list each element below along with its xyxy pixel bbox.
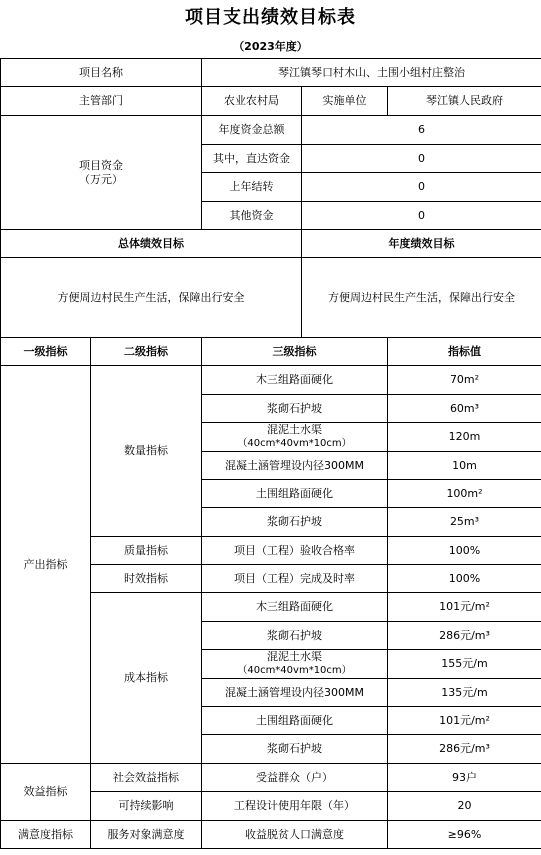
indicator-level3-main: 混泥土水渠: [267, 423, 322, 436]
funds-row-value: 0: [302, 173, 541, 202]
funds-row-value: 0: [302, 145, 541, 173]
indicator-value: 286元/m³: [388, 735, 541, 764]
indicator-value: 100m²: [388, 480, 541, 508]
indicator-level3: 浆砌石护坡: [202, 622, 388, 650]
funds-row-value: 0: [302, 202, 541, 230]
indicator-value: 101元/m²: [388, 593, 541, 622]
overall-goal-header: 总体绩效目标: [1, 230, 302, 258]
header-level3: 三级指标: [202, 338, 388, 366]
funds-label-text: 项目资金: [79, 158, 123, 172]
indicator-value: 93户: [388, 764, 541, 792]
indicator-level3: 收益脱贫人口满意度: [202, 821, 388, 849]
indicator-level3: 土围组路面硬化: [202, 707, 388, 735]
quantity-level2: 数量指标: [91, 366, 202, 537]
project-name-value: 琴江镇琴口村木山、土围小组村庄整治: [202, 59, 541, 87]
output-level1: 产出指标: [1, 366, 91, 764]
funds-row-label: 年度资金总额: [202, 116, 302, 145]
indicator-value: 286元/m³: [388, 622, 541, 650]
indicator-level3: 混凝土涵管埋设内径300MM: [202, 679, 388, 707]
benefit-level1: 效益指标: [1, 764, 91, 821]
indicator-level3: 木三组路面硬化: [202, 593, 388, 622]
indicator-level3: 工程设计使用年限（年）: [202, 792, 388, 821]
dept-value: 农业农村局: [202, 87, 302, 116]
benefit-level2: 可持续影响: [91, 792, 202, 821]
indicator-value: 155元/m: [388, 650, 541, 679]
indicator-level3: 木三组路面硬化: [202, 366, 388, 395]
indicator-level3: 浆砌石护坡: [202, 508, 388, 537]
indicator-value: 101元/m²: [388, 707, 541, 735]
indicator-value: 70m²: [388, 366, 541, 395]
indicator-level3: 受益群众（户）: [202, 764, 388, 792]
header-level2: 二级指标: [91, 338, 202, 366]
cost-level2: 成本指标: [91, 593, 202, 764]
quality-level2: 质量指标: [91, 537, 202, 565]
funds-row-label: 其他资金: [202, 202, 302, 230]
indicator-level3: 土围组路面硬化: [202, 480, 388, 508]
page-title: 项目支出绩效目标表: [185, 7, 356, 28]
indicator-level3: 项目（工程）完成及时率: [202, 565, 388, 593]
indicator-value: 100%: [388, 565, 541, 593]
indicator-value: ≥96%: [388, 821, 541, 849]
performance-table: [0, 58, 541, 849]
project-name-label: 项目名称: [1, 59, 202, 87]
header-value: 指标值: [388, 338, 541, 366]
indicator-value: 60m³: [388, 395, 541, 423]
indicator-value: 20: [388, 792, 541, 821]
funds-label: [1, 116, 202, 230]
indicator-value: 25m³: [388, 508, 541, 537]
funds-row-label: 上年结转: [202, 173, 302, 202]
funds-unit: （万元）: [79, 172, 123, 186]
dept-label: 主管部门: [1, 87, 202, 116]
timeliness-level2: 时效指标: [91, 565, 202, 593]
header-level1: 一级指标: [1, 338, 91, 366]
indicator-level3: [202, 650, 388, 679]
indicator-value: 135元/m: [388, 679, 541, 707]
indicator-level3: 项目（工程）验收合格率: [202, 537, 388, 565]
indicator-level3: 混凝土涵管埋设内径300MM: [202, 452, 388, 480]
funds-row-label: 其中，直达资金: [202, 145, 302, 173]
satisfaction-level1: 满意度指标: [1, 821, 91, 849]
annual-goal-header: 年度绩效目标: [302, 230, 541, 258]
indicator-value: 120m: [388, 423, 541, 452]
funds-row-value: 6: [302, 116, 541, 145]
indicator-level3-main: 混泥土水渠: [267, 650, 322, 663]
indicator-value: 100%: [388, 537, 541, 565]
annual-goal-text: 方便周边村民生产生活，保障出行安全: [302, 258, 541, 338]
impl-value: 琴江镇人民政府: [388, 87, 541, 116]
indicator-level3: [202, 423, 388, 452]
indicator-level3-sub: （40cm*40vm*10cm）: [237, 665, 352, 676]
benefit-level2: 社会效益指标: [91, 764, 202, 792]
year-label: （2023年度）: [233, 40, 308, 53]
satisfaction-level2: 服务对象满意度: [91, 821, 202, 849]
indicator-level3: 浆砌石护坡: [202, 735, 388, 764]
impl-label: 实施单位: [302, 87, 388, 116]
indicator-level3-sub: （40cm*40vm*10cm）: [237, 438, 352, 449]
overall-goal-text: 方便周边村民生产生活，保障出行安全: [1, 258, 302, 338]
indicator-level3: 浆砌石护坡: [202, 395, 388, 423]
indicator-value: 10m: [388, 452, 541, 480]
